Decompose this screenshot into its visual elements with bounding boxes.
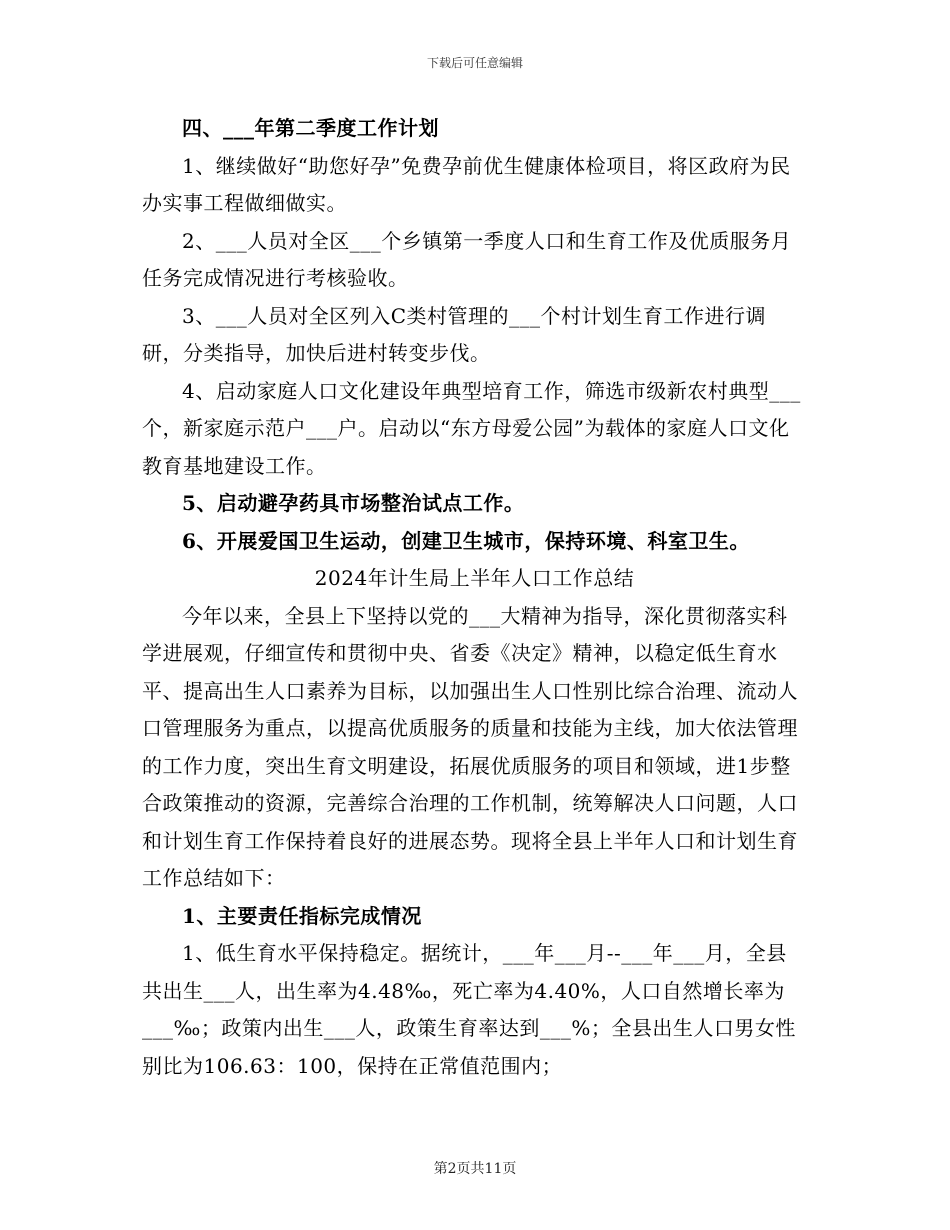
paragraph: 1、继续做好“助您好孕”免费孕前优生健康体检项目，将区政府为民办实事工程做细做实。 bbox=[142, 153, 791, 215]
paragraph: 5、启动避孕药具市场整治试点工作。 bbox=[182, 491, 525, 515]
paragraph: 2、___人员对全区___个乡镇第一季度人口和生育工作及优质服务月任务完成情况进行考核验收。 bbox=[142, 228, 792, 290]
paragraph: 四、___年第二季度工作计划 bbox=[182, 116, 439, 140]
paragraph: 6、开展爱国卫生运动，创建卫生城市，保持环境、科室卫生。 bbox=[182, 528, 750, 553]
paragraph: 4、启动家庭人口文化建设年典型培育工作，筛选市级新农村典型___个，新家庭示范户___户。启动以“东方母爱公园”为载体的家庭人口文化教育基地建设工作。 bbox=[142, 378, 801, 478]
paragraph: 1、低生育水平保持稳定。据统计，___年___月--___年___月，全县共出生___人，出生率为4.48‰，死亡率为4.40%，人口自然增长率为___‰；政策内出生___人，政策生育率达到___%；全县出生人口男女性别比为106.63：100，保持在正常值范围内； bbox=[142, 941, 796, 1078]
page-footer: 第2页共11页 bbox=[433, 1161, 517, 1177]
document-body bbox=[142, 110, 807, 1085]
section-title: 2024年计生局上半年人口工作总结 bbox=[314, 566, 635, 590]
paragraph: 3、___人员对全区列入C类村管理的___个村计划生育工作进行调研，分类指导，加快后进村转变步伐。 bbox=[142, 303, 767, 365]
paragraph: 今年以来，全县上下坚持以党的___大精神为指导，深化贯彻落实科学进展观，仔细宣传和贯彻中央、省委《决定》精神，以稳定低生育水平、提高出生人口素养为目标，以加强出生人口性别比综合治理、流动人口管理服务为重点，以提高优质服务的质量和技能为主线，加大依法管理的工作力度，突出生育文明建设，拓展优质服务的项目和领域，进1步整合政策推动的资源，完善综合治理的工作机制，统筹解决人口问题，人口和计划生育工作保持着良好的进展态势。现将全县上半年人口和计划生育工作总结如下： bbox=[142, 603, 798, 890]
paragraph: 1、主要责任指标完成情况 bbox=[182, 903, 422, 928]
page-header: 下载后可任意编辑 bbox=[426, 56, 523, 70]
